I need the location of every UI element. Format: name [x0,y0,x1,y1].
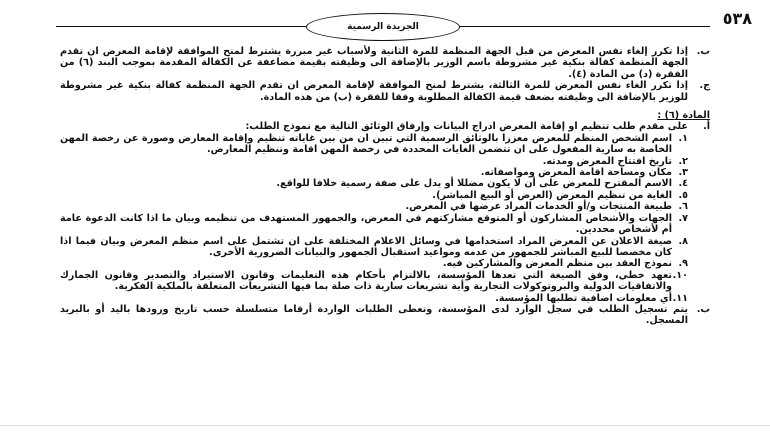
list-item-text: طبيعة المنتجات و/أو الخدمات المراد عرضها في المعرض. [405,201,672,213]
item-text: يتم تسجيل الطلب في سجل الوارد لدى المؤسسة، وتعطى الطلبات الواردة أرقاما متسلسلة حسب تاريخ ورودها باليد أو بالبريد المسجل. [60,303,688,327]
clause-marker: ب. [696,46,710,57]
item-text: على مقدم طلب تنظيم او إقامة المعرض ادراج البيانات وإرفاق الوثائق التالية مع نموذج الطلب: [245,121,688,133]
gazette-title: الجريدة الرسمية [347,22,419,32]
list-item [60,178,710,189]
clause-text: إذا تكرر إلغاء نفس المعرض من قبل الجهة المنظمة للمرة الثانية ولأسباب غير مبررة يشترط لمنح الموافقة لإقامة المعرض ان تقدم الجهة المنظمة كفالة بنكية غير مشروطة باسم الوزير بالإضافة الى وظيفته بقيمة مضاعفة عن الكفالة المقدمة بموجب البند (٦) من الفقرة (د) من المادة (٤). [60,46,688,80]
list-item [60,190,710,201]
article-item-b [60,304,710,327]
list-item-text: الغاية من تنظيم المعرض (العرض أو البيع المباشر). [432,189,672,201]
item-marker: أ. [703,121,710,133]
list-item-number: ٥. [678,189,688,201]
clause-c [60,80,710,103]
list-item-number: ٤. [678,178,688,190]
list-item-text: اسم الشخص المنظم للمعرض معززا بالوثائق الرسمية التي تبين ان من بين غاياته تنظيم وإقامة المعارض وصورة عن رخصة المهن الخاصة به سارية المفعول على ان تتضمن الغايات المحددة في رخصة المهن اقامة وتنظيم المعارض. [60,132,672,156]
clause-b [60,46,710,80]
list-item-text: تاريخ افتتاح المعرض ومدته. [542,155,672,167]
list-item-number: ٦. [678,201,688,213]
list-item-text: مكان ومساحة اقامة المعرض ومواصفاته. [480,167,672,179]
article-title: المادة (٦) : [657,110,710,122]
list-item-number: ٢. [678,155,688,167]
list-item-number: ٧. [678,212,688,224]
list-item-number: ٣. [678,167,688,179]
list-item [60,270,710,293]
article-item-a [60,121,710,132]
list-item-number: ١. [678,132,688,144]
clause-text: إذا تكرر الغاء نفس المعرض للمرة الثالثة، يشترط لمنح الموافقة لإقامة المعرض ان تقدم الجهة المنظمة كفالة بنكية غير مشروطة للوزير بالإضافة الى وظيفته بضعف قيمة الكفالة المطلوبة وفقا للفقرة (ب) من هذه المادة. [60,80,688,103]
page-bottom-rule [0,425,770,426]
list-item [60,236,710,259]
list-item-text: تعهد خطي، وفق الصيغة التي تعدها المؤسسة، بالالتزام بأحكام هذه التعليمات وقانون الاستيراد والتصدير وقانون الجمارك والاتفاقيات الدولية والبروتوكولات التجارية وأية تشريعات سارية ذات صلة بما فيها التشريعات المتعلقة بالملكية الفكرية. [60,269,672,293]
list-item-text: نموذج العقد بين منظم المعرض والمشاركين فيه. [442,258,672,270]
list-item-number: ١٠. [672,269,688,281]
list-item-number: ٨. [678,235,688,247]
list-item [60,258,710,269]
list-item-text: صيغة الاعلان عن المعرض المراد استخدامها في وسائل الاعلام المختلفة على ان تشتمل على اسم منظم المعرض وبيان فيما اذا كان مخصصا للبيع المباشر للجمهور من عدمه ومواعيد استقبال الجمهور والبيانات الضرورية الأخرى. [60,235,672,258]
list-item [60,201,710,212]
document-body [60,46,710,327]
list-item-text: الاسم المقترح للمعرض على أن لا يكون مضللا أو يدل على صفة رسمية خلافا للواقع. [276,178,672,190]
list-item [60,213,710,236]
list-item-number: ١١. [672,292,688,304]
page-number: ٥٣٨ [722,9,752,28]
list-item [60,156,710,167]
list-item-text: الجهات والأشخاص المشاركون أو المتوقع مشاركتهم في المعرض، والجمهور المستهدف من تنظيمه وبيان ما اذا كانت الدعوة عامة أم لأشخاص محددين. [60,212,672,236]
list-item [60,293,710,304]
list-item-number: ٩. [678,258,688,270]
list-item-text: أي معلومات اضافية تطلبها المؤسسة. [495,292,672,304]
clause-marker: ج. [699,80,710,92]
list-item [60,167,710,178]
gazette-title-oval [306,13,460,41]
list-item [60,133,710,156]
item-marker: ب. [696,303,710,315]
